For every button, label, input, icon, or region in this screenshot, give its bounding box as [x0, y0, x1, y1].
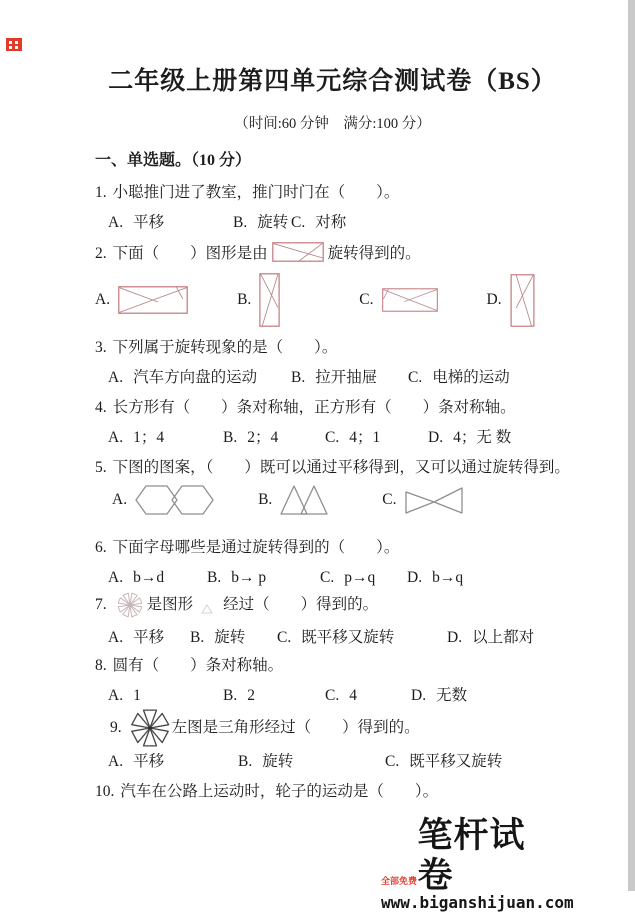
q2-option-b: [237, 273, 280, 327]
question-7-options: [95, 627, 570, 649]
q2-option-a: [95, 286, 188, 314]
option-text: 电梯的运动: [432, 369, 510, 386]
q7-option-b: [190, 627, 277, 649]
question-number: 8.: [95, 657, 107, 674]
option-label: C.: [320, 569, 335, 586]
brand-logo-text: 笔杆试卷: [417, 816, 526, 895]
brand-url: www.biganshijuan.com: [381, 893, 574, 912]
option-label: D.: [447, 629, 463, 646]
option-text: 平移: [133, 214, 165, 231]
double-triangle-icon: [280, 485, 328, 515]
double-hexagon-icon: [135, 485, 215, 515]
q4-option-b: [223, 427, 325, 449]
option-label: C.: [325, 429, 340, 446]
option-label: A.: [108, 687, 124, 704]
option-label: A.: [108, 629, 124, 646]
question-number: 4.: [95, 399, 107, 416]
question-1: [95, 182, 570, 204]
q6-option-d: [407, 567, 463, 589]
option-label: C.: [291, 214, 306, 231]
option-text: b→q: [432, 569, 464, 586]
option-text: 2: [247, 687, 255, 704]
option-label: C.: [325, 687, 340, 704]
option-text: 4；无 数: [453, 429, 512, 446]
question-text: 长方形有（ ）条对称轴，正方形有（ ）条对称轴。: [112, 399, 516, 416]
option-label: A.: [108, 753, 124, 770]
q7-option-a: [108, 627, 190, 649]
free-stamp-icon: [6, 38, 22, 51]
q4-option-d: [428, 427, 511, 449]
option-label: A.: [108, 429, 124, 446]
question-text: 旋转得到的。: [327, 245, 421, 262]
q7-option-d: [447, 627, 534, 649]
section-heading: 一、单选题。（10 分）: [95, 152, 252, 169]
page-subtitle: （时间:60 分钟 满分:100 分）: [234, 116, 431, 132]
q2-option-c: [359, 288, 437, 312]
q8-option-a: [108, 685, 223, 707]
option-text: 无数: [436, 687, 468, 704]
bowtie-triangles-icon: [405, 486, 463, 514]
paper-content: [95, 0, 570, 803]
option-text: 旋转: [214, 629, 246, 646]
question-number: 3.: [95, 339, 107, 356]
option-label: C.: [277, 629, 292, 646]
q1-option-b: [233, 212, 291, 234]
question-3-options: [95, 367, 570, 389]
option-text: 对称: [315, 214, 347, 231]
question-text: 下图的图案，（ ）既可以通过平移得到，又可以通过旋转得到。: [112, 459, 570, 476]
question-2: [95, 242, 570, 265]
option-text: p→q: [344, 569, 376, 586]
q5-option-c: [382, 486, 462, 514]
question-8: [95, 655, 570, 677]
option-label: A.: [95, 291, 111, 308]
option-text: 以上都对: [472, 629, 535, 646]
question-text: 下面（ ）图形是由: [112, 245, 268, 262]
q9-option-a: [108, 751, 238, 773]
option-label: B.: [238, 753, 253, 770]
q6-option-c: [320, 567, 407, 589]
rotated-rectangle-vertical-2-icon: [510, 274, 535, 327]
q8-option-b: [223, 685, 325, 707]
question-7: [95, 591, 570, 619]
option-label: D.: [486, 291, 502, 308]
question-number: 6.: [95, 539, 107, 556]
q6-option-a: [108, 567, 207, 589]
free-label: 全部免费: [381, 876, 418, 886]
rotated-rectangle-vertical-1-icon: [259, 273, 280, 327]
option-label: B.: [207, 569, 222, 586]
question-4-options: [95, 427, 570, 449]
option-label: C.: [385, 753, 400, 770]
option-text: 旋转: [257, 214, 289, 231]
question-text: 左图是三角形经过（ ）得到的。: [171, 719, 420, 736]
question-10: [95, 781, 570, 803]
option-text: 1: [133, 687, 141, 704]
option-text: 拉开抽屉: [315, 369, 378, 386]
option-text: 既平移又旋转: [301, 629, 395, 646]
question-8-options: [95, 685, 570, 707]
q2-option-d: [487, 274, 535, 327]
question-1-options: [95, 212, 570, 234]
q3-option-b: [291, 367, 408, 389]
question-number: 9.: [110, 719, 122, 736]
q9-option-b: [238, 751, 385, 773]
option-label: B.: [223, 429, 238, 446]
pinwheel-6-blade-icon: [131, 707, 169, 749]
q1-option-a: [108, 212, 233, 234]
question-2-options: [95, 271, 570, 329]
page-right-edge: [628, 0, 635, 891]
option-label: A.: [108, 214, 124, 231]
q1-option-c: [291, 212, 346, 234]
q8-option-c: [325, 685, 411, 707]
option-label: C.: [382, 491, 397, 508]
small-faint-triangle-icon: [201, 599, 213, 615]
question-number: 7.: [95, 596, 107, 613]
question-text: 圆有（ ）条对称轴。: [112, 657, 284, 674]
option-label: A.: [108, 369, 124, 386]
option-label: B.: [291, 369, 306, 386]
question-9-options: [95, 751, 570, 773]
option-label: B.: [258, 491, 273, 508]
question-6-options: [95, 567, 570, 589]
option-text: 既平移又旋转: [409, 753, 503, 770]
option-label: C.: [408, 369, 423, 386]
option-label: D.: [407, 569, 423, 586]
option-label: D.: [428, 429, 444, 446]
site-watermark: [381, 816, 574, 912]
option-label: A.: [108, 569, 124, 586]
question-text: 经过（ ）得到的。: [223, 596, 379, 613]
pink-rectangle-with-diagonals-icon: [272, 242, 324, 262]
q5-option-a: [112, 485, 215, 515]
q6-option-b: [207, 567, 320, 589]
question-text: 小聪推门进了教室，推门时门在（ ）。: [112, 184, 400, 201]
option-text: 旋转: [262, 753, 294, 770]
pinwheel-8-blade-light-icon: [116, 591, 144, 619]
option-label: D.: [411, 687, 427, 704]
option-text: 汽车方向盘的运动: [133, 369, 258, 386]
q4-option-c: [325, 427, 428, 449]
question-4: [95, 397, 570, 419]
option-text: 4；1: [349, 429, 381, 446]
q5-option-b: [258, 485, 328, 515]
rotated-rectangle-horizontal-2-icon: [382, 288, 438, 312]
question-3: [95, 337, 570, 359]
option-text: b→d: [133, 569, 165, 586]
question-6: [95, 537, 570, 559]
question-5: [95, 457, 570, 479]
rotated-rectangle-horizontal-1-icon: [118, 286, 188, 314]
option-label: C.: [359, 291, 374, 308]
option-label: B.: [223, 687, 238, 704]
option-label: B.: [190, 629, 205, 646]
q9-option-c: [385, 751, 502, 773]
option-text: b→ p: [231, 569, 267, 586]
option-text: 1；4: [133, 429, 165, 446]
question-9: [110, 707, 570, 749]
q7-option-c: [277, 627, 447, 649]
question-text: 下列属于旋转现象的是（ ）。: [112, 339, 338, 356]
option-label: B.: [233, 214, 248, 231]
option-text: 2；4: [247, 429, 279, 446]
option-text: 平移: [133, 629, 165, 646]
question-text: 下面字母哪些是通过旋转得到的（ ）。: [112, 539, 400, 556]
question-5-options: [95, 483, 570, 517]
question-number: 5.: [95, 459, 107, 476]
question-number: 10.: [95, 783, 115, 800]
option-label: A.: [112, 491, 128, 508]
question-text: 汽车在公路上运动时，轮子的运动是（ ）。: [120, 783, 439, 800]
question-number: 2.: [95, 245, 107, 262]
question-text: 是图形: [146, 596, 194, 613]
q3-option-c: [408, 367, 510, 389]
option-label: B.: [237, 291, 252, 308]
option-text: 4: [349, 687, 357, 704]
page-title: 二年级上册第四单元综合测试卷（BS）: [108, 68, 557, 95]
q3-option-a: [108, 367, 291, 389]
q8-option-d: [411, 685, 467, 707]
question-number: 1.: [95, 184, 107, 201]
option-text: 平移: [133, 753, 165, 770]
q4-option-a: [108, 427, 223, 449]
